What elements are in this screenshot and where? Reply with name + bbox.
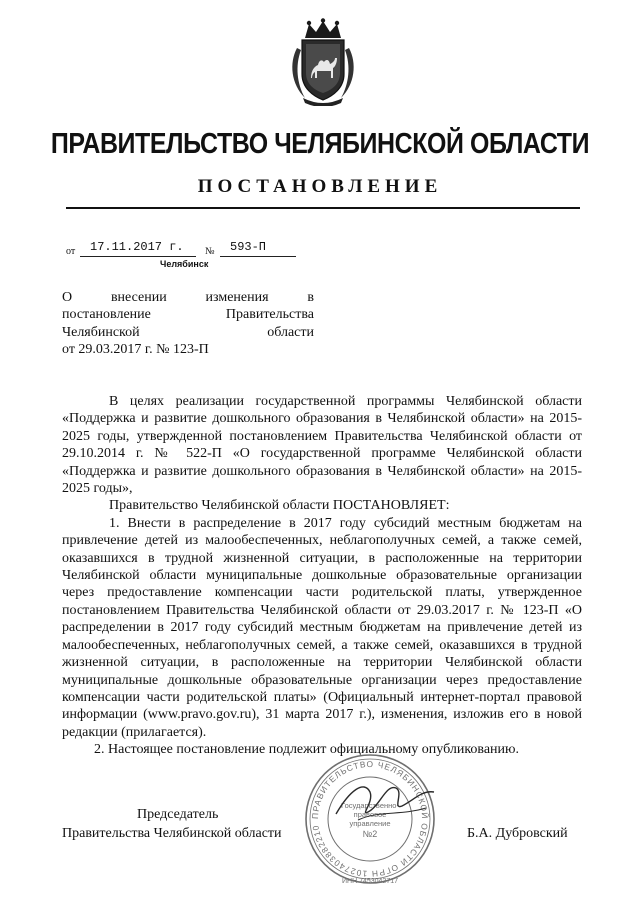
subject-line: Челябинской области	[62, 324, 314, 340]
signer-name: Б.А. Дубровский	[467, 826, 568, 841]
date-field	[80, 240, 196, 257]
signer-title-2: Правительства Челябинской области	[62, 826, 282, 841]
subject-line: от 29.03.2017 г. № 123-П	[62, 342, 209, 358]
preamble-paragraph: В целях реализации государственной программы Челябинской области «Поддержка и развитие дошкольного образования в Челябинской области» на 2015-2025 годы, утвержденной постановлением Правительства Челябинской области от 29.10.2014 г. № 522-П «О государственной программе Челябинской области «Поддержка и развитие дошкольного образования в Челябинской области» на 2015-2025 годы»,	[62, 394, 582, 497]
document-number: 593-П	[230, 240, 267, 254]
document-type: ПОСТАНОВЛЕНИЕ	[197, 176, 443, 197]
resolution-paragraph: Правительство Челябинской области ПОСТАНОВЛЯЕТ:	[109, 498, 450, 514]
document-body	[62, 393, 582, 759]
seal-center-line: управление	[349, 819, 391, 828]
resolution-item-2: 2. Настоящее постановление подлежит официальному опубликованию.	[94, 742, 519, 758]
city: Челябинск	[160, 259, 209, 269]
seal-number: №2	[362, 829, 378, 839]
resolution-item-1: 1. Внести в распределение в 2017 году субсидий местным бюджетам на привлечение детей из малообеспеченных, неблагополучных семей, а также семей, оказавшихся в трудной жизненной ситуации, в расположенные на территории Челябинской области муниципальные дошкольные образовательные организации через предоставление компенсации части родительской платы, утвержденное постановлением Правительства Челябинской области от 29.03.2017 г. № 123-П «О распределении в 2017 году субсидий местным бюджетам на привлечение детей из малообеспеченных, неблагополучных семей, а также семей, оказавшихся в трудной жизненной ситуации, в расположенные на территории Челябинской области муниципальные дошкольные образовательные организации через предоставление компенсации части родительской платы» (Официальный интернет-портал правовой информации (www.pravo.gov.ru), 31 марта 2017 г.), изменения, изложив его в новой редакции (прилагается).	[62, 515, 582, 740]
header-rule	[66, 207, 580, 209]
government-title: ПРАВИТЕЛЬСТВО ЧЕЛЯБИНСКОЙ ОБЛАСТИ	[50, 128, 590, 160]
document-date: 17.11.2017 г.	[90, 240, 184, 254]
seal-ring-text: ПРАВИТЕЛЬСТВО ЧЕЛЯБИНСКОЙ ОБЛАСТИ ОГРН 1027403882210	[309, 758, 431, 880]
subject-line: О внесении изменения в	[62, 290, 314, 305]
seal-center-line: Государственно-	[341, 801, 399, 810]
seal-inn: ИНН 7453042717	[341, 878, 399, 885]
handwritten-signature	[330, 770, 440, 830]
signer-title-1: Председатель	[137, 807, 219, 822]
coat-of-arms-emblem	[287, 18, 359, 106]
from-label: от	[66, 246, 76, 257]
number-field	[220, 240, 296, 257]
seal-center-line: правовое	[353, 810, 387, 819]
subject-line: постановление Правительства	[62, 307, 314, 323]
document-subject	[62, 289, 314, 359]
number-label: №	[205, 246, 215, 257]
